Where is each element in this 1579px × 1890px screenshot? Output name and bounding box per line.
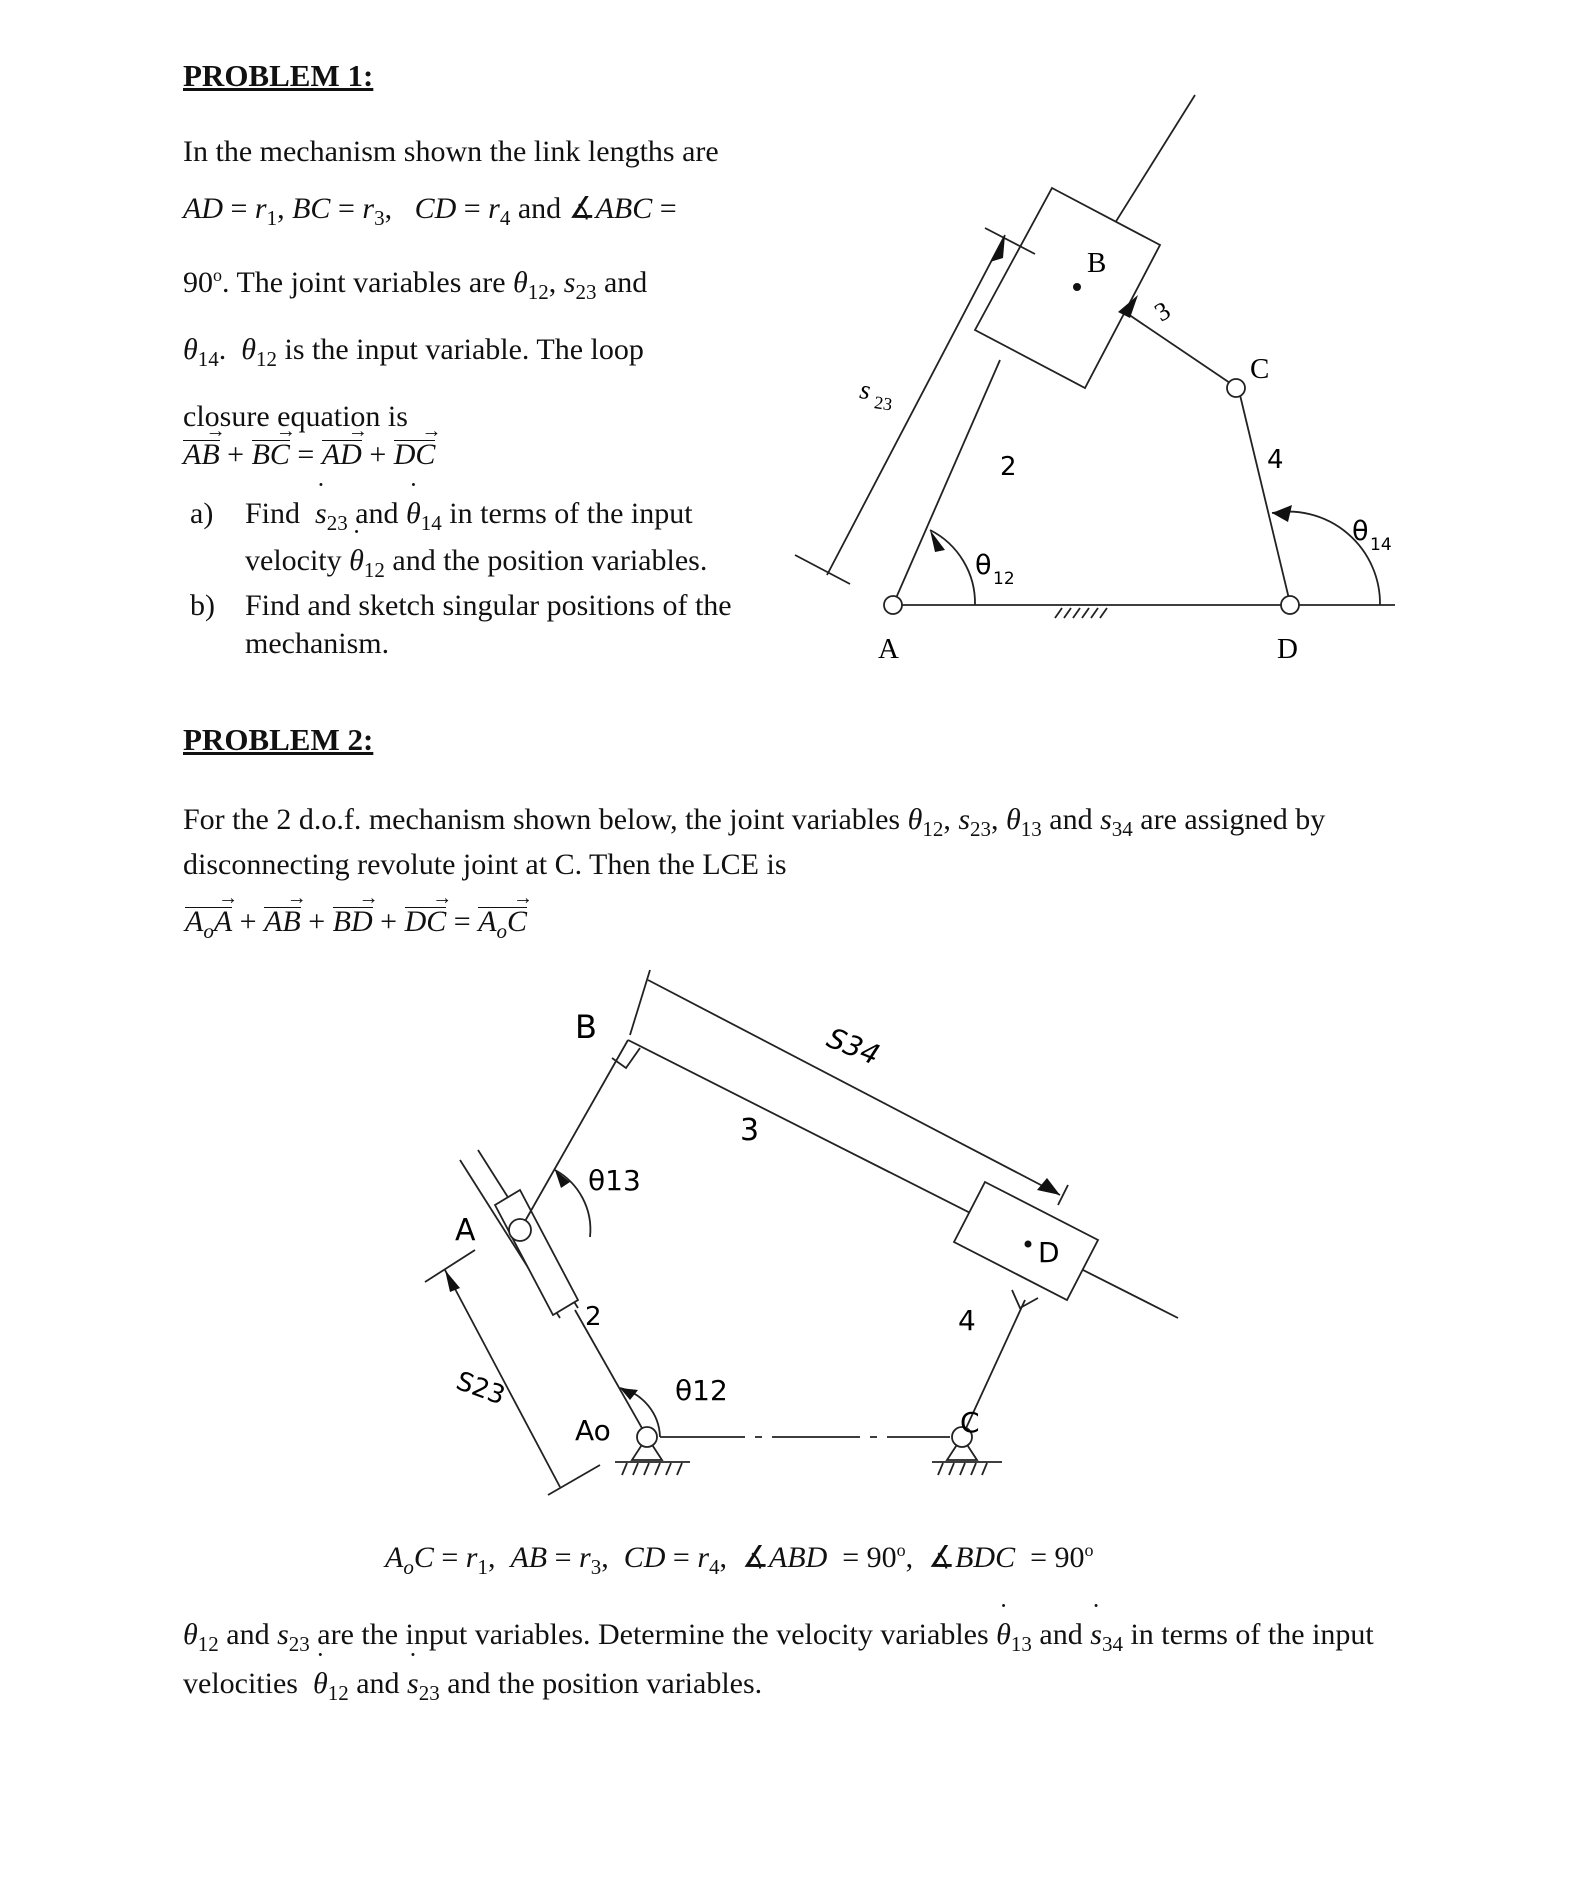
problem1-mechanism-figure [780,80,1420,680]
problem1-item-b [190,587,760,663]
joint-Ao [637,1427,657,1447]
link-4 [1240,395,1290,603]
link-3 [628,1040,1178,1318]
label-D: D [1277,633,1298,665]
item-a-label: a) [190,497,214,530]
right-angle-D [1012,1290,1038,1308]
item-b-label: b) [190,589,215,622]
problem1-item-a: a) Find ˙ $s_{23}$ and ˙ $\theta_{14}$ in terms of the input velocity ˙ $\theta_{12}$ and the position variables. [190,495,760,589]
problem2-lce-equation: $A_oA$ → + AB → + BD → + DC → = $A_oC$ → [185,905,527,944]
label-theta12: θ12 [675,1374,728,1407]
s23-arrowhead [990,235,1005,262]
joint-A [884,596,902,614]
problem1-heading: PROBLEM 1: [183,58,374,93]
slider-D-block [954,1182,1098,1300]
label-4: 4 [1267,445,1284,475]
point-D-dot [1025,1241,1032,1248]
link-3 [1122,310,1230,383]
problem2-question: $\theta_{12}$ and $s_{23}$ are the input variables. Determine the velocity variables ˙ $\theta_{13}$ and ˙ $s_{34}$ in terms of the input velocities ˙ $\theta_{12}$ and ˙ $s_{23}$ and the position variables. [183,1615,1423,1713]
label-A: A [878,633,899,665]
s34-arrowhead [1037,1178,1060,1195]
link-AB [520,1040,628,1230]
problem1-lce-equation: AB → + BC → = AD → + DC → [183,438,435,472]
label-3: 3 [1149,295,1176,328]
label-s23: s [857,374,873,406]
label-D: D [1038,1236,1060,1269]
right-angle-B [612,1048,640,1068]
label-4: 4 [958,1304,976,1337]
label-C: C [960,1406,980,1439]
problem2-statement: For the 2 d.o.f. mechanism shown below, the joint variables $\theta_{12}$, $s_{23}$, $\theta_{13}$ and $s_{34}$ are assigned by disconnecting revolute joint at C. Then the LCE is [183,803,1326,881]
s34-dimension-line [648,980,1060,1195]
problem1-intro: In the mechanism shown the link lengths are [183,135,719,168]
problem1-statement: In the mechanism shown the link lengths are AD = $r_1$, BC = $r_3$, CD = $r_4$ and ∡ABC = $90^o$. The joint variables are $\theta_{12}$, $s_{23}$ and $\theta_{14}$. $\theta_{12}$ is the input variable. The loop closure equation is [183,135,719,433]
label-B: B [575,1008,597,1046]
problem2-heading: PROBLEM 2: [183,722,374,757]
s23-dimension-tick [795,555,850,584]
hatch-C [938,1463,987,1475]
label-B: B [1087,247,1107,279]
label-s23: S23 [452,1366,509,1412]
problem2-given-relations: $A_oC = r_1$, AB = $r_3$, CD = $r_4$, ∡ABD = $90^o$, ∡BDC = $90^o$ [385,1540,1094,1579]
point-B-dot [1073,283,1081,291]
label-theta12-sub: 12 [993,569,1015,589]
s23-dimension-line [827,235,1005,575]
ground-hatch [1055,608,1107,618]
joint-C [1227,379,1245,397]
s23-arrowhead [445,1270,460,1292]
problem1-closure-label: closure equation is [183,400,408,433]
label-2: 2 [1000,452,1017,482]
problem2-mechanism-figure [420,960,1200,1500]
s34-extension-B [630,970,650,1035]
label-3: 3 [740,1113,760,1148]
label-C: C [1250,353,1270,385]
label-s34: S34 [822,1021,885,1072]
slider-block [975,188,1160,388]
joint-A [509,1219,531,1241]
label-theta14: θ [1352,516,1369,547]
label-s23-sub: 23 [872,392,894,415]
label-theta14-sub: 14 [1370,535,1392,555]
item-b-text: Find and sketch singular positions of the mechanism. [245,589,732,660]
label-Ao: Ao [575,1414,611,1447]
label-2: 2 [585,1302,602,1332]
label-theta12: θ [975,550,992,581]
theta14-arrowhead [1272,505,1292,522]
label-theta13: θ13 [588,1164,641,1197]
hatch-Ao [622,1463,682,1475]
slider2-block [495,1190,578,1315]
joint-D [1281,596,1299,614]
label-A: A [455,1213,476,1248]
